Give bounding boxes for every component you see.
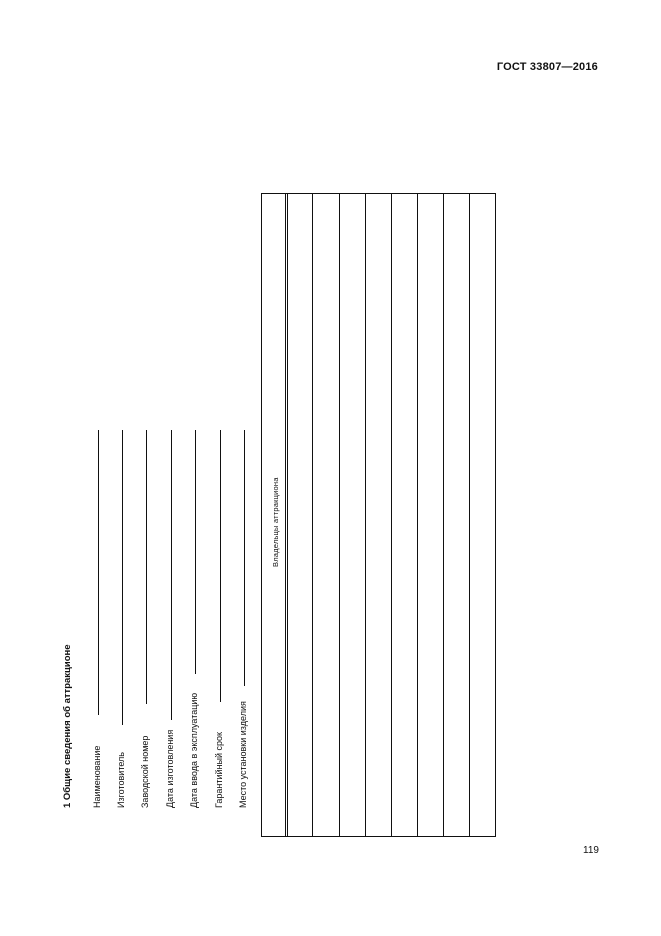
field-label-warranty-period: Гарантийный срок (214, 732, 224, 808)
field-line-serial-number (146, 430, 147, 704)
field-label-name: Наименование (92, 745, 102, 808)
table-column-divider (443, 193, 444, 837)
table-column-divider (417, 193, 418, 837)
table-column-divider (469, 193, 470, 837)
table-column-divider (339, 193, 340, 837)
page-number: 119 (583, 845, 599, 856)
table-header-owners: Владельцы аттракциона (271, 477, 280, 567)
field-line-manufacturer (122, 430, 123, 725)
field-label-commissioning-date: Дата ввода в эксплуатацию (189, 692, 199, 808)
table-column-divider (365, 193, 366, 837)
field-line-name (98, 430, 99, 715)
field-label-serial-number: Заводской номер (140, 735, 150, 808)
document-code: ГОСТ 33807—2016 (496, 61, 598, 73)
field-label-manufacturer: Изготовитель (116, 752, 126, 808)
table-column-divider (391, 193, 392, 837)
field-label-installation-site: Место установки изделия (238, 701, 248, 808)
field-label-manufacture-date: Дата изготовления (165, 729, 175, 808)
table-column-divider (285, 193, 288, 837)
field-line-installation-site (244, 430, 245, 686)
field-line-warranty-period (220, 430, 221, 702)
field-line-manufacture-date (171, 430, 172, 720)
table-column-divider (312, 193, 313, 837)
owners-table (261, 193, 496, 837)
field-line-commissioning-date (195, 430, 196, 674)
section-title: 1 Общие сведения об аттракционе (62, 644, 73, 808)
